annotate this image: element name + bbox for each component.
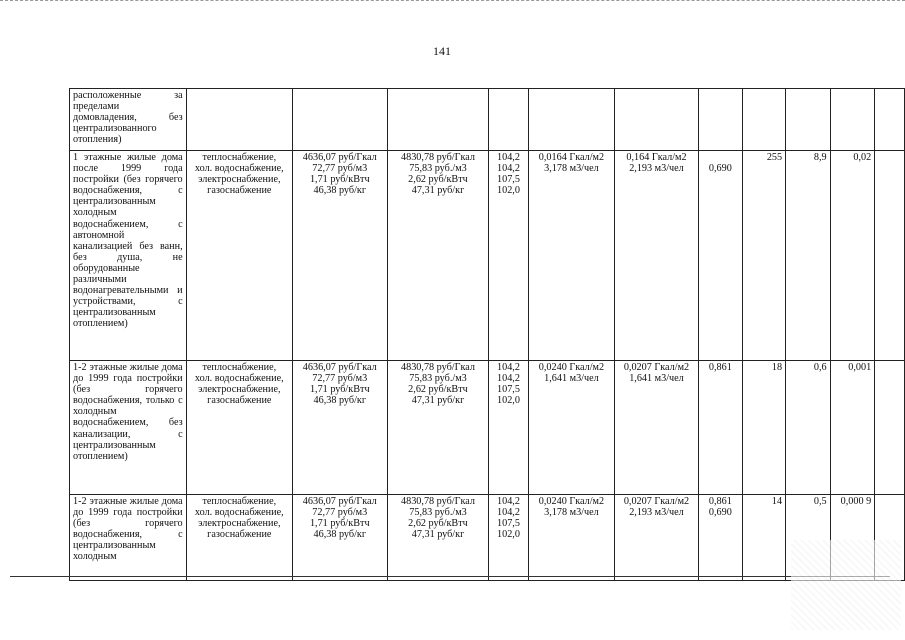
cell-line: 4830,78 руб/Гкал <box>401 362 475 373</box>
cell-line: 104,2 <box>497 152 520 163</box>
table-row <box>8 89 905 151</box>
value-cell: 14 <box>743 495 786 581</box>
services-cell <box>186 89 292 151</box>
services-cell <box>186 495 292 581</box>
cell-line: 107,5 <box>497 174 520 186</box>
cell-line: 1,71 руб/кВтч <box>309 518 370 530</box>
cell-line: 0,690 <box>708 163 732 175</box>
cell-line: 107,5 <box>497 384 520 396</box>
norm-new-cell <box>615 361 698 495</box>
value-cell: 0,5 <box>786 495 831 581</box>
table-bottom-edge <box>10 576 890 577</box>
cell-line: 46,38 руб/кг <box>313 395 367 407</box>
cell-line: 104,2 <box>497 362 520 373</box>
cell-line: теплоснабжение, <box>202 362 277 373</box>
cell-line: газоснабжение <box>207 529 272 541</box>
cell-line: 47,31 руб/кг <box>411 185 465 197</box>
cell-line: 104,2 <box>497 507 520 519</box>
value-cell <box>786 89 831 151</box>
value-cell: 255 <box>743 151 786 361</box>
row-description: расположенные за пределами домовладения, без централизованного отопления) <box>70 89 187 151</box>
cell-line: 102,0 <box>497 529 520 541</box>
cell-line: 104,2 <box>497 373 520 385</box>
value-cell <box>743 89 786 151</box>
cell-line: 72,77 руб/м3 <box>312 163 368 175</box>
tariff-new-cell <box>387 495 489 581</box>
cell-line: теплоснабжение, <box>202 496 277 507</box>
value-cell: 0,001 <box>830 361 875 495</box>
cell-line: 4636,07 руб/Гкал <box>302 152 377 163</box>
cell-line: 2,62 руб/кВтч <box>408 518 468 530</box>
cell-line: 3,178 м3/чел <box>544 163 599 175</box>
tariff-cell <box>292 151 387 361</box>
cell-line: теплоснабжение, <box>202 152 277 163</box>
scan-noise <box>791 540 901 630</box>
cell-line: 0,861 <box>708 496 732 507</box>
cell-line: хол. водоснабжение, <box>194 507 284 519</box>
coef-cell <box>698 151 743 361</box>
cell-line: 1,641 м3/чел <box>629 373 684 385</box>
coef-cell <box>698 89 743 151</box>
norm-new-cell <box>615 495 698 581</box>
index-cell <box>489 151 528 361</box>
services-cell <box>186 361 292 495</box>
scan-top-edge <box>0 0 905 5</box>
cell-line: 4830,78 руб/Гкал <box>401 152 475 163</box>
cell-line: 0,0207 Гкал/м2 <box>623 362 690 373</box>
table-row <box>8 151 905 361</box>
value-cell: 18 <box>743 361 786 495</box>
value-cell: 0,6 <box>786 361 831 495</box>
tariff-cell <box>292 361 387 495</box>
cell-line: 4636,07 руб/Гкал <box>302 496 377 507</box>
cell-line: 0,0240 Гкал/м2 <box>538 362 605 373</box>
cell-line: 0,861 <box>708 362 732 373</box>
tariff-cell <box>292 89 387 151</box>
cell-line <box>702 152 740 163</box>
cell-line: газоснабжение <box>207 395 272 407</box>
cell-line: 1,641 м3/чел <box>544 373 599 385</box>
norm-cell <box>528 361 615 495</box>
cell-line: 1,71 руб/кВтч <box>309 384 370 396</box>
cell-line: 47,31 руб/кг <box>411 395 465 407</box>
cell-line: 75,83 руб./м3 <box>409 373 467 385</box>
value-cell: 0,000 9 <box>830 495 875 581</box>
cell-line: электроснабжение, <box>198 384 281 396</box>
cell-line: 102,0 <box>497 395 520 407</box>
cell-line: 46,38 руб/кг <box>313 529 367 541</box>
cell-line: 0,0207 Гкал/м2 <box>623 496 690 507</box>
cell-line: газоснабжение <box>207 185 272 197</box>
cell-line: 0,690 <box>708 507 732 519</box>
cell-line: 2,62 руб/кВтч <box>408 384 468 396</box>
cell-line: 2,193 м3/чел <box>629 507 684 519</box>
services-cell <box>186 151 292 361</box>
coef-cell <box>698 495 743 581</box>
cell-line: 107,5 <box>497 518 520 530</box>
table-row <box>8 361 905 495</box>
cell-line: 0,0240 Гкал/м2 <box>538 496 605 507</box>
cell-line: 3,178 м3/чел <box>544 507 599 519</box>
row-description: 1-2 этажные жилые дома до 1999 года постройки (без горячего водоснабжения, с централизованным холодным <box>70 495 187 581</box>
value-cell: 8,9 <box>786 151 831 361</box>
value-cell <box>830 89 875 151</box>
coef-cell <box>698 361 743 495</box>
row-description: 1 этажные жилые дома после 1999 года постройки (без горячего водоснабжения, с централизованным холодным водоснабжением, с автономной канализацией без ванн, без душа, не оборудованные различными водонагревательными и устройствами, с централизованным отоплением) <box>70 151 187 361</box>
tariff-table <box>8 88 905 581</box>
cell-line: хол. водоснабжение, <box>194 163 284 175</box>
index-cell <box>489 361 528 495</box>
norm-cell <box>528 495 615 581</box>
cell-line: 72,77 руб/м3 <box>312 507 368 519</box>
cell-line: 75,83 руб./м3 <box>409 163 467 175</box>
cell-line: 104,2 <box>497 163 520 175</box>
cell-line: 46,38 руб/кг <box>313 185 367 197</box>
index-cell <box>489 495 528 581</box>
cell-line: 1,71 руб/кВтч <box>309 174 370 186</box>
table-row <box>8 495 905 581</box>
cell-line: 104,2 <box>497 496 520 507</box>
cell-line: электроснабжение, <box>198 518 281 530</box>
cell-line: 2,62 руб/кВтч <box>408 174 468 186</box>
cell-line: 72,77 руб/м3 <box>312 373 368 385</box>
norm-cell <box>528 89 615 151</box>
norm-cell <box>528 151 615 361</box>
norm-new-cell <box>615 89 698 151</box>
value-cell: 0,02 <box>830 151 875 361</box>
tariff-cell <box>292 495 387 581</box>
page-number: 141 <box>433 44 451 58</box>
cell-line: 0,0164 Гкал/м2 <box>538 152 605 163</box>
cell-line: хол. водоснабжение, <box>194 373 284 385</box>
tariff-new-cell <box>387 151 489 361</box>
tariff-new-cell <box>387 361 489 495</box>
cell-line: электроснабжение, <box>198 174 281 186</box>
cell-line: 4636,07 руб/Гкал <box>302 362 377 373</box>
row-description: 1-2 этажные жилые дома до 1999 года постройки (без горячего водоснабжения, только с холодным водоснабжением, без канализации, с централизованным отоплением) <box>70 361 187 495</box>
tariff-new-cell <box>387 89 489 151</box>
cell-line: 0,164 Гкал/м2 <box>626 152 687 163</box>
norm-new-cell <box>615 151 698 361</box>
cell-line: 4830,78 руб/Гкал <box>401 496 475 507</box>
index-cell <box>489 89 528 151</box>
cell-line: 75,83 руб./м3 <box>409 507 467 519</box>
cell-line: 2,193 м3/чел <box>629 163 684 175</box>
cell-line: 102,0 <box>497 185 520 197</box>
cell-line: 47,31 руб/кг <box>411 529 465 541</box>
